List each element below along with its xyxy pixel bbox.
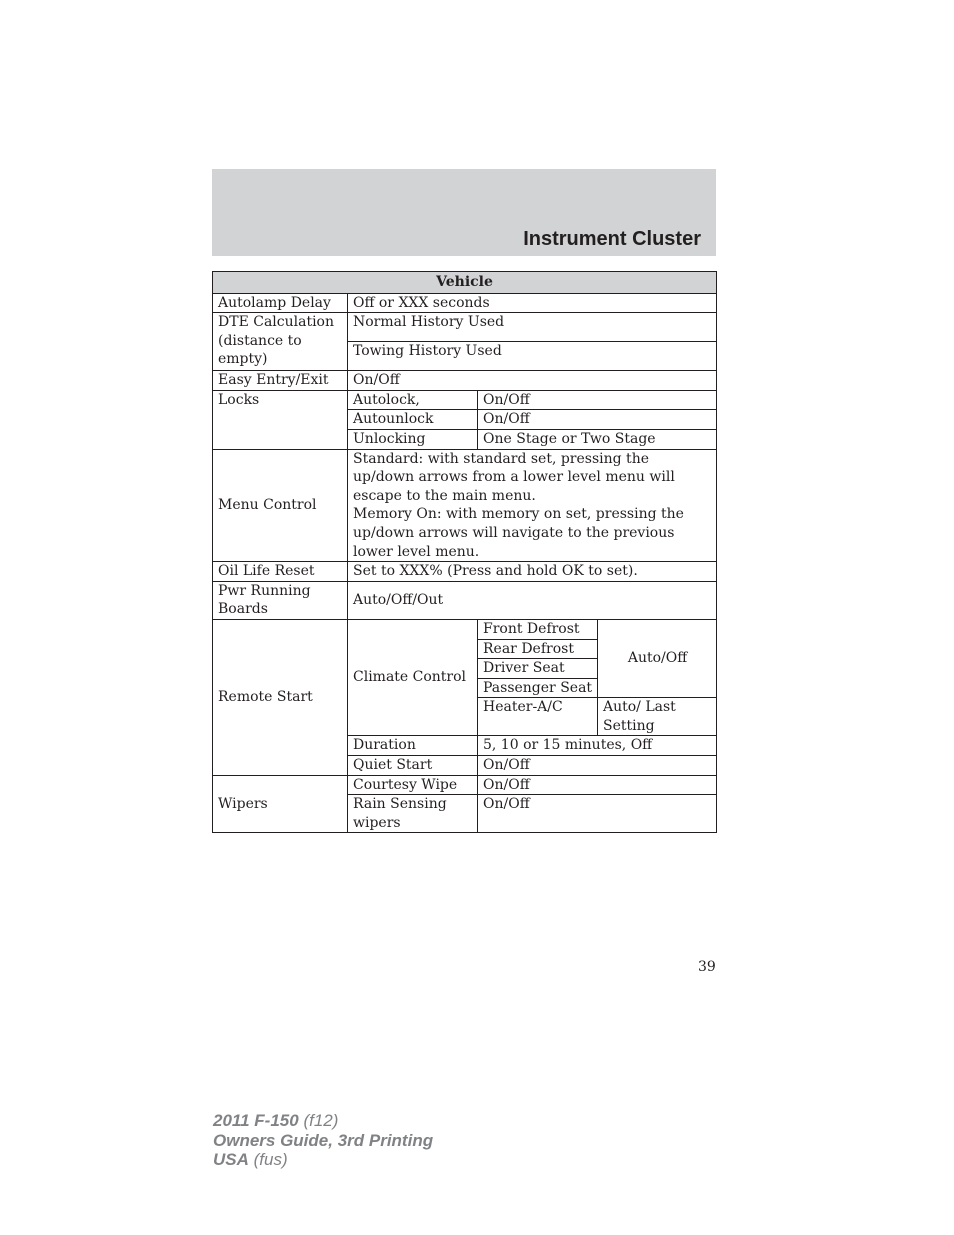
climate-item: Front Defrost — [478, 619, 598, 639]
table-row — [213, 619, 717, 639]
sub-label: Quiet Start — [348, 756, 478, 776]
sub-label: Autolock, — [348, 390, 478, 410]
row-label: Locks — [213, 390, 348, 449]
row-value: Normal History Used — [348, 313, 717, 342]
table-heading: Vehicle — [213, 272, 717, 294]
climate-item: Driver Seat — [478, 659, 598, 679]
row-value: Auto/Off — [598, 619, 717, 697]
footer-line-region: USA (fus) — [213, 1150, 288, 1169]
climate-item: Rear Defrost — [478, 639, 598, 659]
table-row — [213, 371, 717, 391]
section-header-band — [212, 169, 716, 256]
table-row — [213, 293, 717, 313]
footer-line-model: 2011 F-150 (f12) — [213, 1111, 339, 1130]
table-header-row — [213, 272, 717, 294]
row-value: Auto/Off/Out — [348, 581, 717, 619]
menu-memory-text: Memory On: with memory on set, pressing the up/down arrows will navigate to the previous lower level menu. — [353, 506, 684, 560]
row-value — [348, 449, 717, 562]
row-value: Off or XXX seconds — [348, 293, 717, 313]
row-label: Easy Entry/Exit — [213, 371, 348, 391]
row-label: Menu Control — [213, 449, 348, 562]
sub-label: Autounlock — [348, 410, 478, 430]
row-value: Auto/ Last Setting — [598, 698, 717, 736]
row-label: Autolamp Delay — [213, 293, 348, 313]
sub-label: Courtesy Wipe — [348, 775, 478, 795]
row-label: DTE Calculation (distance to empty) — [213, 313, 348, 371]
vehicle-settings-table — [212, 271, 717, 833]
sub-label: Unlocking — [348, 429, 478, 449]
table-row — [213, 775, 717, 795]
row-label: Pwr Running Boards — [213, 581, 348, 619]
section-title: Instrument Cluster — [523, 228, 701, 250]
row-label: Wipers — [213, 775, 348, 833]
page-number: 39 — [698, 959, 716, 975]
table-row — [213, 449, 717, 562]
row-label: Remote Start — [213, 619, 348, 775]
climate-item: Heater-A/C — [478, 698, 598, 736]
sub-label: Duration — [348, 736, 478, 756]
table-row — [213, 562, 717, 582]
row-value: On/Off — [478, 390, 717, 410]
row-value: Towing History Used — [348, 342, 717, 371]
table-row — [213, 581, 717, 619]
row-value: On/Off — [478, 795, 717, 833]
row-value: Set to XXX% (Press and hold OK to set). — [348, 562, 717, 582]
sub-label: Climate Control — [348, 619, 478, 736]
row-value: On/Off — [478, 756, 717, 776]
row-value: On/Off — [478, 410, 717, 430]
climate-item: Passenger Seat — [478, 678, 598, 698]
row-label: Oil Life Reset — [213, 562, 348, 582]
row-value: On/Off — [348, 371, 717, 391]
table-row — [213, 390, 717, 410]
menu-standard-text: Standard: with standard set, pressing the up/down arrows from a lower level menu will escape to the main menu. — [353, 450, 675, 504]
footer-line-guide: Owners Guide, 3rd Printing — [213, 1130, 434, 1150]
row-value: On/Off — [478, 775, 717, 795]
footer-imprint — [213, 1111, 433, 1170]
row-value: One Stage or Two Stage — [478, 429, 717, 449]
table-row — [213, 313, 717, 342]
row-value: 5, 10 or 15 minutes, Off — [478, 736, 717, 756]
sub-label: Rain Sensing wipers — [348, 795, 478, 833]
